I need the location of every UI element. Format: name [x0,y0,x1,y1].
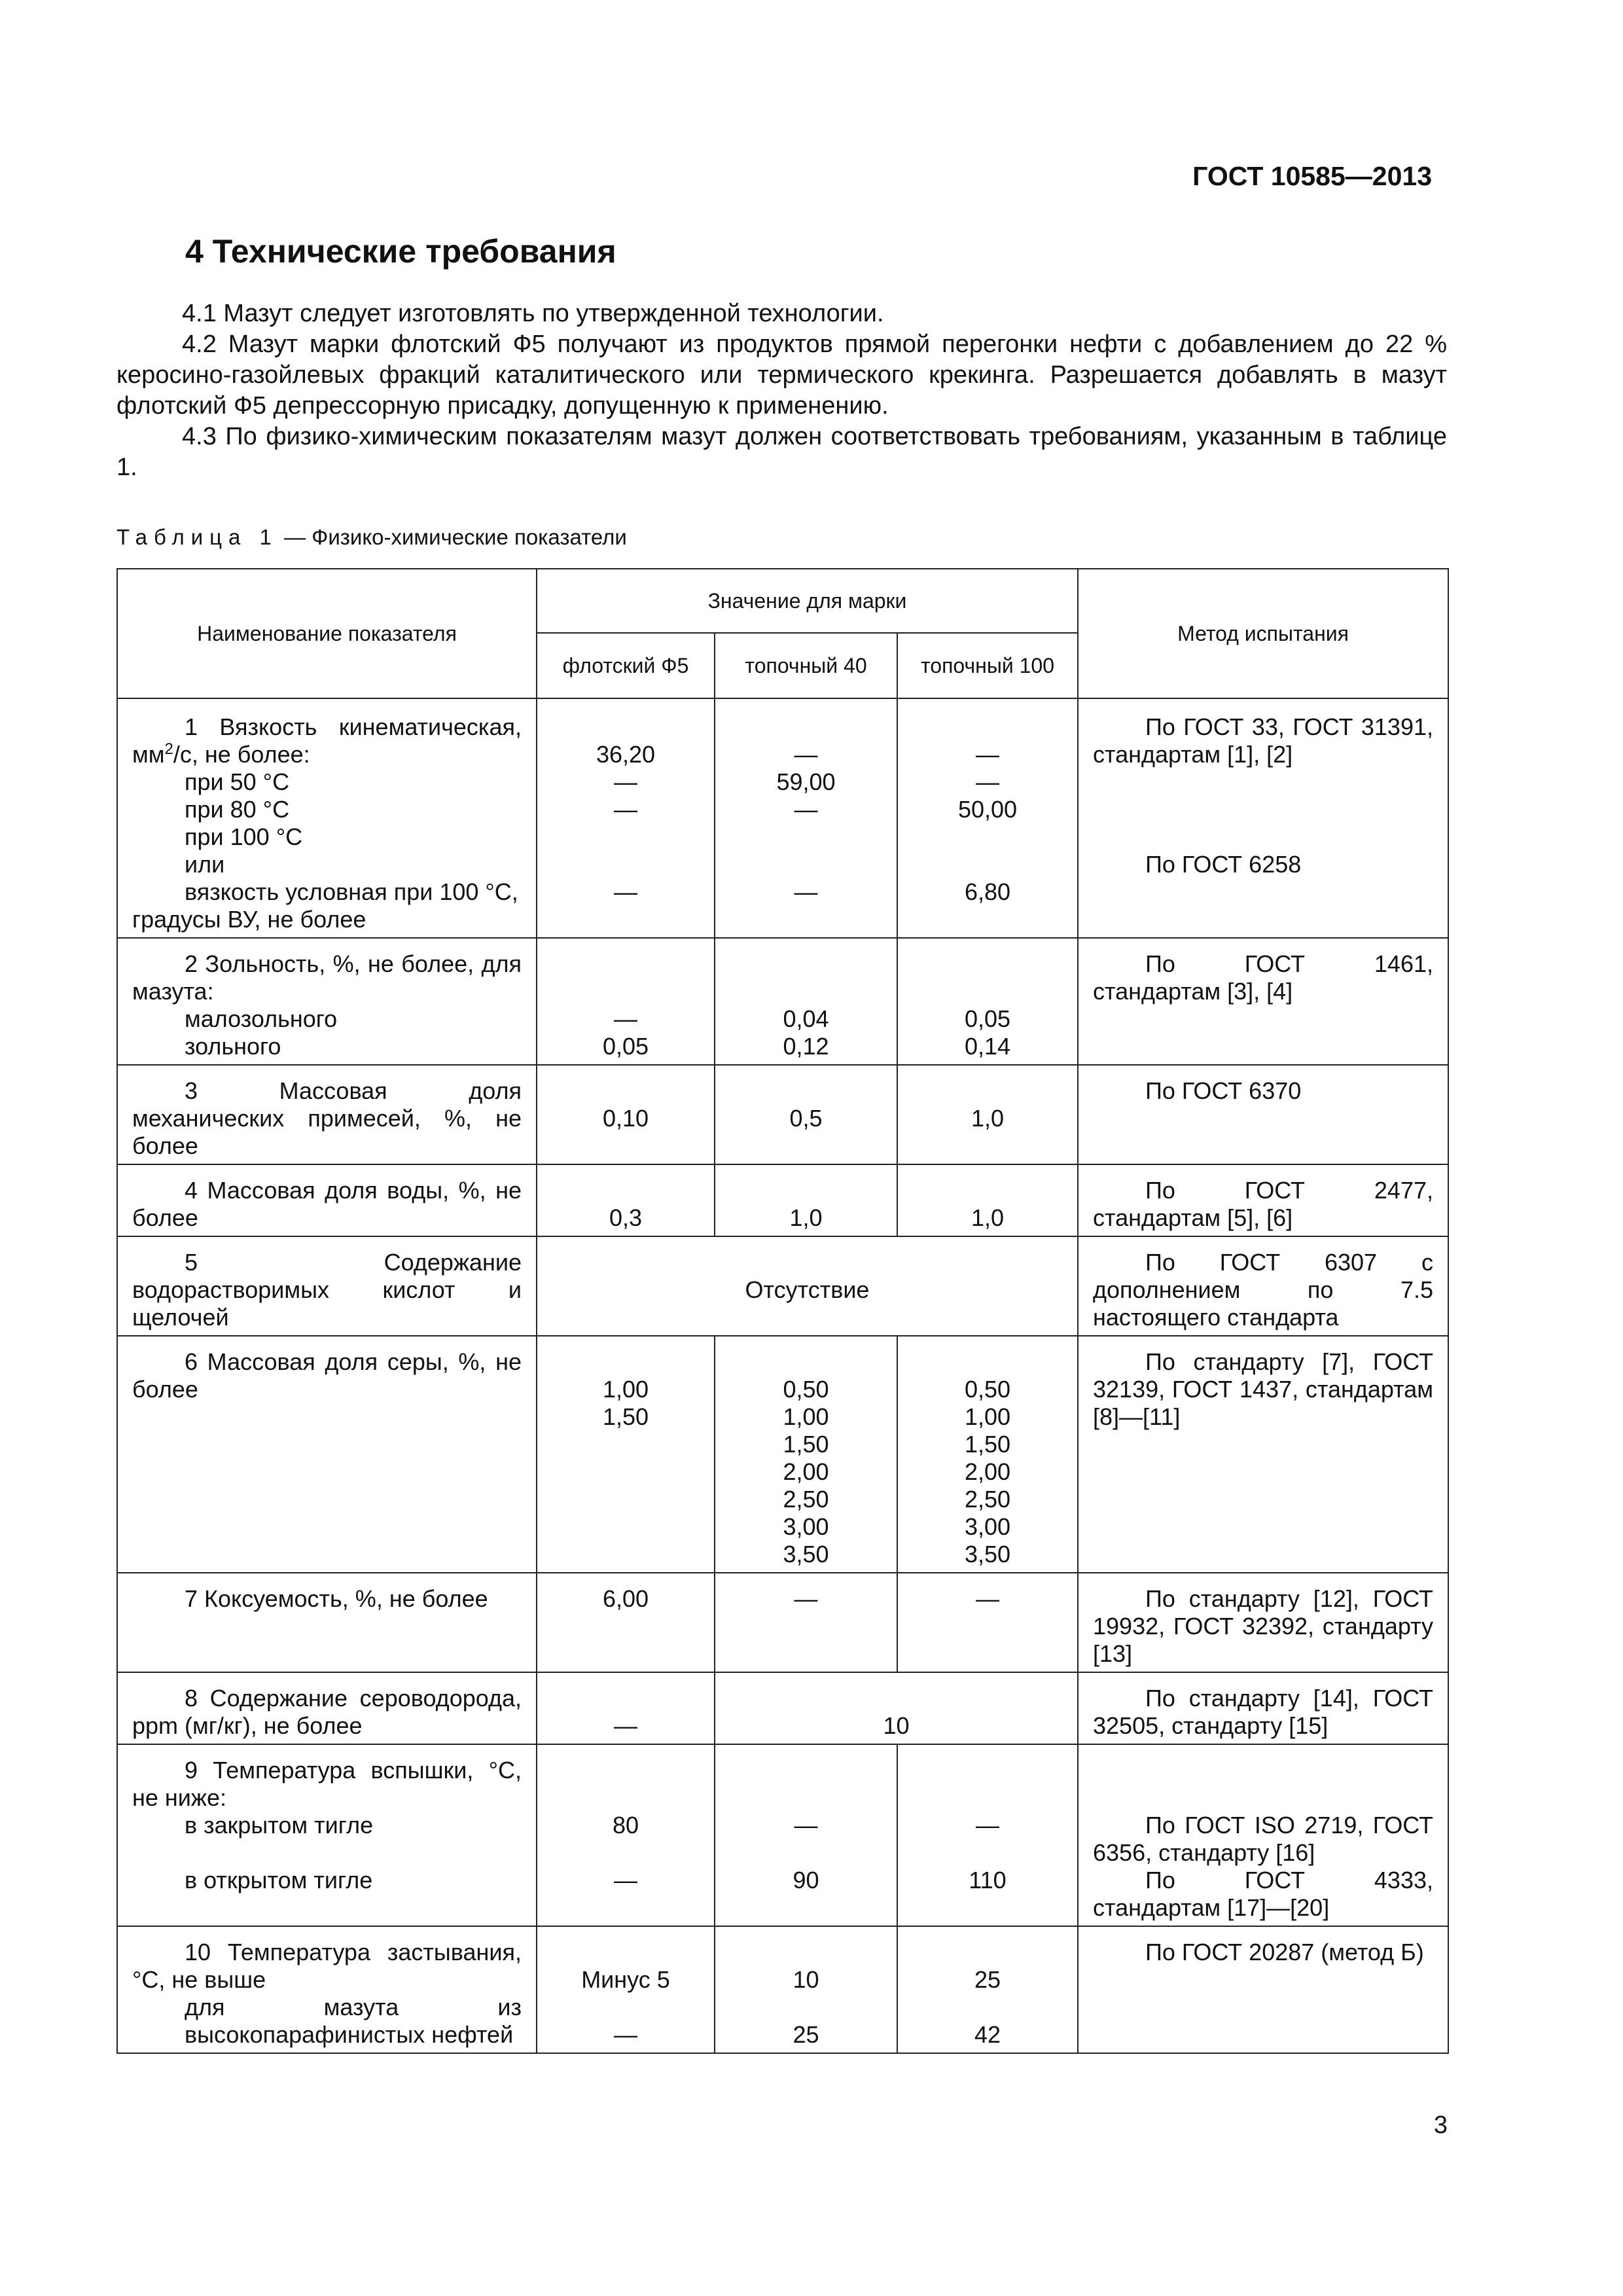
row-4-name: 4 Массовая доля воды, %, не более [117,1164,537,1236]
row-1-t100: — — 50,00 6,80 [897,698,1078,938]
row-1-f5: 36,20 — — — [537,698,715,938]
row-10-t40: 10 25 [715,1926,897,2053]
row-2-f5: — 0,05 [537,938,715,1065]
table-row [117,1336,1448,1573]
properties-table [116,568,1449,2054]
table-row [117,1164,1448,1236]
header-grade-100: топочный 100 [897,633,1078,698]
row-7-t100: — [897,1573,1078,1672]
paragraph-4-2: 4.2 Мазут марки флотский Ф5 получают из продуктов прямой перегонки нефти с добавлением до 22 % керосино-газойлевых фракций каталитического или термического крекинга. Разрешается добавлять в мазут флотский Ф5 депрессорную присадку, допущенную к применению. [116,331,1447,420]
section-body [116,298,1447,483]
row-9-f5: 80 — [537,1744,715,1926]
table-row [117,1236,1448,1336]
header-indicator-name: Наименование показателя [117,569,537,698]
row-1-t40: — 59,00 — — [715,698,897,938]
row-8-method: По стандарту [14], ГОСТ 32505, стандарту [15] [1078,1672,1448,1744]
row-10-f5: Минус 5 — [537,1926,715,2053]
row-4-method: По ГОСТ 2477, стандартам [5], [6] [1078,1164,1448,1236]
row-9-t100: — 110 [897,1744,1078,1926]
row-7-t40: — [715,1573,897,1672]
row-1-name: 1 Вязкость кинематическая, $мм^2/с$, не более: при 50 °C при 80 °C при 100 °C или вязкость условная при 100 °C, градусы ВУ, не более [117,698,537,938]
row-3-name: 3 Массовая доля механических примесей, %, не более [117,1065,537,1164]
row-3-t100: 1,0 [897,1065,1078,1164]
row-8-f5: — [537,1672,715,1744]
header-value-group: Значение для марки [537,569,1078,633]
row-3-method: По ГОСТ 6370 [1078,1065,1448,1164]
row-6-t100: 0,50 1,00 1,50 2,00 2,50 3,00 3,50 [897,1336,1078,1573]
table-row [117,1744,1448,1926]
paragraph-4-1: 4.1 Мазут следует изготовлять по утвержденной технологии. [182,300,884,327]
table-row [117,1672,1448,1744]
header-grade-f5: флотский Ф5 [537,633,715,698]
row-2-t100: 0,05 0,14 [897,938,1078,1065]
paragraph-4-3: 4.3 По физико-химическим показателям мазут должен соответствовать требованиям, указанным в таблице 1. [116,423,1447,481]
row-6-t40: 0,50 1,00 1,50 2,00 2,50 3,00 3,50 [715,1336,897,1573]
row-4-t40: 1,0 [715,1164,897,1236]
row-10-name: 10 Температура застывания, °C, не выше для мазута из высокопарафинистых нефтей [117,1926,537,2053]
header-test-method: Метод испытания [1078,569,1448,698]
row-5-method: По ГОСТ 6307 с дополнением по 7.5 настоящего стандарта [1078,1236,1448,1336]
page-number: 3 [1433,2111,1448,2139]
table-caption [116,525,627,550]
row-4-f5: 0,3 [537,1164,715,1236]
row-3-t40: 0,5 [715,1065,897,1164]
table-row [117,1573,1448,1672]
section-title: 4 Технические требования [185,233,616,270]
table-row [117,1065,1448,1164]
table-caption-title: — Физико-химические показатели [284,525,627,549]
row-4-t100: 1,0 [897,1164,1078,1236]
document-code: ГОСТ 10585—2013 [1192,161,1432,191]
row-1-method: По ГОСТ 33, ГОСТ 31391, стандартам [1], [2] По ГОСТ 6258 [1078,698,1448,938]
row-7-f5: 6,00 [537,1573,715,1672]
row-8-name: 8 Содержание сероводорода, ppm (мг/кг), не более [117,1672,537,1744]
row-7-method: По стандарту [12], ГОСТ 19932, ГОСТ 32392, стандарту [13] [1078,1573,1448,1672]
table-row [117,698,1448,938]
row-5-value-merged: Отсутствие [537,1236,1078,1336]
row-2-t40: 0,04 0,12 [715,938,897,1065]
row-2-method: По ГОСТ 1461, стандартам [3], [4] [1078,938,1448,1065]
row-7-name: 7 Коксуемость, %, не более [117,1573,537,1672]
table-row [117,1926,1448,2053]
row-5-name: 5 Содержание водорастворимых кислот и щелочей [117,1236,537,1336]
row-6-f5: 1,00 1,50 [537,1336,715,1573]
row-9-method: По ГОСТ ISO 2719, ГОСТ 6356, стандарту [16] По ГОСТ 4333, стандартам [17]—[20] [1078,1744,1448,1926]
row-8-t40-t100: 10 [715,1672,1078,1744]
table-caption-label: Таблица 1 [116,525,278,549]
row-6-name: 6 Массовая доля серы, %, не более [117,1336,537,1573]
row-2-name: 2 Зольность, %, не более, для мазута: малозольного зольного [117,938,537,1065]
row-9-name: 9 Температура вспышки, °C, не ниже: в закрытом тигле в открытом тигле [117,1744,537,1926]
row-10-t100: 25 42 [897,1926,1078,2053]
table-row [117,938,1448,1065]
row-3-f5: 0,10 [537,1065,715,1164]
header-grade-40: топочный 40 [715,633,897,698]
row-9-t40: — 90 [715,1744,897,1926]
row-6-method: По стандарту [7], ГОСТ 32139, ГОСТ 1437, стандартам [8]—[11] [1078,1336,1448,1573]
row-10-method: По ГОСТ 20287 (метод Б) [1078,1926,1448,2053]
